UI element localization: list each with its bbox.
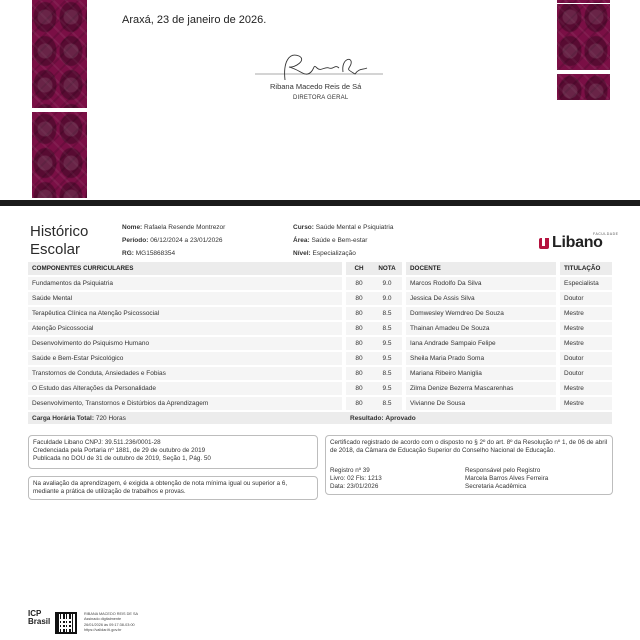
- rg-value: MG15868354: [135, 250, 176, 257]
- teacher: Iana Andrade Sampaio Felipe: [406, 336, 556, 350]
- teacher-title: Mestre: [560, 381, 612, 395]
- teacher-title: Doutor: [560, 366, 612, 380]
- workload-hours: 80: [346, 306, 372, 320]
- rg-row: [122, 247, 225, 260]
- verify-link[interactable]: https://validar.iti.gov.br: [84, 628, 122, 633]
- institution-cnpj: Faculdade Libano CNPJ: 39.511.236/0001-28: [33, 439, 161, 446]
- table-row: [28, 396, 612, 410]
- total-workload-value: 720 Horas: [95, 414, 126, 422]
- institution-dou: Publicada no DOU de 31 de outubro de 2019, Seção 1, Pág. 50: [33, 455, 211, 462]
- teacher: Jessica De Assis Silva: [406, 291, 556, 305]
- institution-info-box: [28, 435, 318, 469]
- header-componentes: COMPONENTES CURRICULARES: [28, 262, 342, 275]
- certification-box: [325, 435, 613, 495]
- digital-signer: RIBANA MACEDO REIS DE SA: [84, 612, 139, 616]
- faculdade-libano-logo: [539, 232, 619, 254]
- teacher-title: Mestre: [560, 396, 612, 410]
- table-row: [28, 306, 612, 320]
- component-name: Atenção Psicossocial: [28, 321, 342, 335]
- table-row: [28, 351, 612, 365]
- teacher: Domwesley Wemdreo De Souza: [406, 306, 556, 320]
- result-value: Aprovado: [385, 414, 416, 422]
- student-name: Rafaela Resende Montrezor: [144, 224, 226, 231]
- result: Resultado: Aprovado: [346, 411, 612, 424]
- header-titulacao: TITULAÇÃO: [560, 262, 612, 275]
- registration-responsible: [465, 467, 548, 491]
- component-name: Desenvolvimento do Psiquismo Humano: [28, 336, 342, 350]
- document-title: [30, 223, 88, 259]
- teacher-title: Mestre: [560, 336, 612, 350]
- table-row: [28, 381, 612, 395]
- damask-border-right-top: [557, 0, 610, 70]
- digital-signature-footer: [28, 606, 228, 636]
- teacher-title: Doutor: [560, 351, 612, 365]
- student-info-right: [293, 221, 393, 260]
- teacher: Zilma Denize Bezerra Mascarenhas: [406, 381, 556, 395]
- damask-border-left-bottom: [32, 112, 87, 198]
- grade: 9.0: [372, 291, 402, 305]
- header-docente: DOCENTE: [406, 262, 556, 275]
- digital-signature-info: [84, 612, 138, 634]
- registration-details: [330, 467, 382, 491]
- student-name-row: [122, 221, 225, 234]
- grade: 9.0: [372, 276, 402, 290]
- table-total-row: [28, 411, 612, 424]
- course-label: Curso:: [293, 224, 314, 231]
- level-row: [293, 247, 393, 260]
- table-row: [28, 366, 612, 380]
- component-name: Terapêutica Clínica na Atenção Psicossocial: [28, 306, 342, 320]
- border-divider-line: [557, 3, 610, 4]
- component-name: Saúde Mental: [28, 291, 342, 305]
- course-row: [293, 221, 393, 234]
- student-info-left: [122, 221, 225, 260]
- learning-note: Na avaliação da aprendizagem, é exigida a obtenção de nota mínima igual ou superior a 6, mediante a prática de utilização de trabalhos e provas.: [33, 480, 288, 495]
- component-name: O Estudo das Alterações da Personalidade: [28, 381, 342, 395]
- damask-border-left-top: [32, 0, 87, 108]
- component-name: Saúde e Bem-Estar Psicológico: [28, 351, 342, 365]
- workload-hours: 80: [346, 336, 372, 350]
- responsible-name: Marcela Barros Alves Ferreira: [465, 475, 549, 482]
- teacher: Marcos Rodolfo Da Silva: [406, 276, 556, 290]
- period-row: [122, 234, 225, 247]
- certification-text: Certificado registrado de acordo com o disposto no § 2º do art. 8º da Resolução nº 1, de 06 de abril de 2018, da Câmara de Educação Superior do Conselho Nacional de Educação.: [330, 439, 608, 454]
- logo-subtitle: FACULDADE: [593, 232, 619, 236]
- name-label: Nome:: [122, 224, 143, 231]
- rg-label: RG:: [122, 250, 134, 257]
- header-ch: CH: [346, 262, 372, 275]
- table-row: [28, 336, 612, 350]
- responsible-role: Secretaria Acadêmica: [465, 483, 527, 490]
- workload-hours: 80: [346, 351, 372, 365]
- handwritten-signature: [255, 50, 385, 84]
- logo-brand: Libano: [552, 234, 603, 251]
- workload-hours: 80: [346, 276, 372, 290]
- grade: 8.5: [372, 366, 402, 380]
- workload-hours: 80: [346, 366, 372, 380]
- grade: 9.5: [372, 336, 402, 350]
- teacher-title: Mestre: [560, 306, 612, 320]
- header-nota: NOTA: [372, 262, 402, 275]
- teacher: Thainan Amadeu De Souza: [406, 321, 556, 335]
- teacher: Vivianne De Sousa: [406, 396, 556, 410]
- grade: 9.5: [372, 351, 402, 365]
- icp-brasil-logo: ICP Brasil: [28, 609, 51, 626]
- component-name: Transtornos de Conduta, Ansiedades e Fobias: [28, 366, 342, 380]
- signer-name: Ribana Macedo Reis de Sá: [270, 82, 362, 91]
- table-header-row: [28, 262, 612, 275]
- digital-timestamp: 26/01/2026 às 09:17:38-03:00: [84, 622, 135, 627]
- level-label: Nível:: [293, 250, 311, 257]
- teacher-title: Mestre: [560, 321, 612, 335]
- livro-folha: Livro: 02 Fls: 1213: [330, 475, 382, 482]
- workload-hours: 80: [346, 291, 372, 305]
- title-line-2: Escolar: [30, 241, 81, 258]
- teacher: Mariana Ribeiro Maniglia: [406, 366, 556, 380]
- component-name: Fundamentos da Psiquiatria: [28, 276, 342, 290]
- area-label: Área:: [293, 237, 310, 244]
- damask-border-right-bottom: [557, 74, 610, 100]
- workload-hours: 80: [346, 396, 372, 410]
- area-value: Saúde e Bem-estar: [311, 237, 368, 244]
- teacher-title: Doutor: [560, 291, 612, 305]
- libano-logo-icon: [539, 238, 549, 249]
- title-line-1: Histórico: [30, 223, 89, 240]
- workload-hours: 80: [346, 321, 372, 335]
- total-workload: Carga Horária Total: 720 Horas: [28, 411, 346, 424]
- period-value: 06/12/2024 a 23/01/2026: [150, 237, 223, 244]
- grade: 8.5: [372, 306, 402, 320]
- qr-code-icon[interactable]: [55, 612, 77, 634]
- teacher: Sheila Maria Prado Soma: [406, 351, 556, 365]
- period-label: Período:: [122, 237, 149, 244]
- table-row: [28, 276, 612, 290]
- area-row: [293, 234, 393, 247]
- institution-portaria: Credenciada pela Portaria nº 1881, de 29 de outubro de 2019: [33, 447, 206, 454]
- learning-note-box: [28, 476, 318, 500]
- registration-date: Data: 23/01/2026: [330, 483, 379, 490]
- course-value: Saúde Mental e Psiquiatria: [315, 224, 394, 231]
- responsible-label: Responsável pelo Registro: [465, 467, 541, 474]
- component-name: Desenvolvimento, Transtornos e Distúrbios da Aprendizagem: [28, 396, 342, 410]
- certificate-page: [0, 0, 640, 200]
- certificate-date: Araxá, 23 de janeiro de 2026.: [122, 14, 267, 26]
- table-row: [28, 321, 612, 335]
- table-row: [28, 291, 612, 305]
- transcript-page: [0, 206, 640, 640]
- grade: 8.5: [372, 321, 402, 335]
- level-value: Especialização: [312, 250, 356, 257]
- workload-hours: 80: [346, 381, 372, 395]
- registro-number: Registro nº 39: [330, 467, 370, 474]
- teacher-title: Especialista: [560, 276, 612, 290]
- signer-role: DIRETORA GERAL: [293, 95, 349, 101]
- digital-signed-label: Assinado digitalmente: [84, 617, 122, 622]
- grades-table: [28, 261, 612, 425]
- grade: 8.5: [372, 396, 402, 410]
- grade: 9.5: [372, 381, 402, 395]
